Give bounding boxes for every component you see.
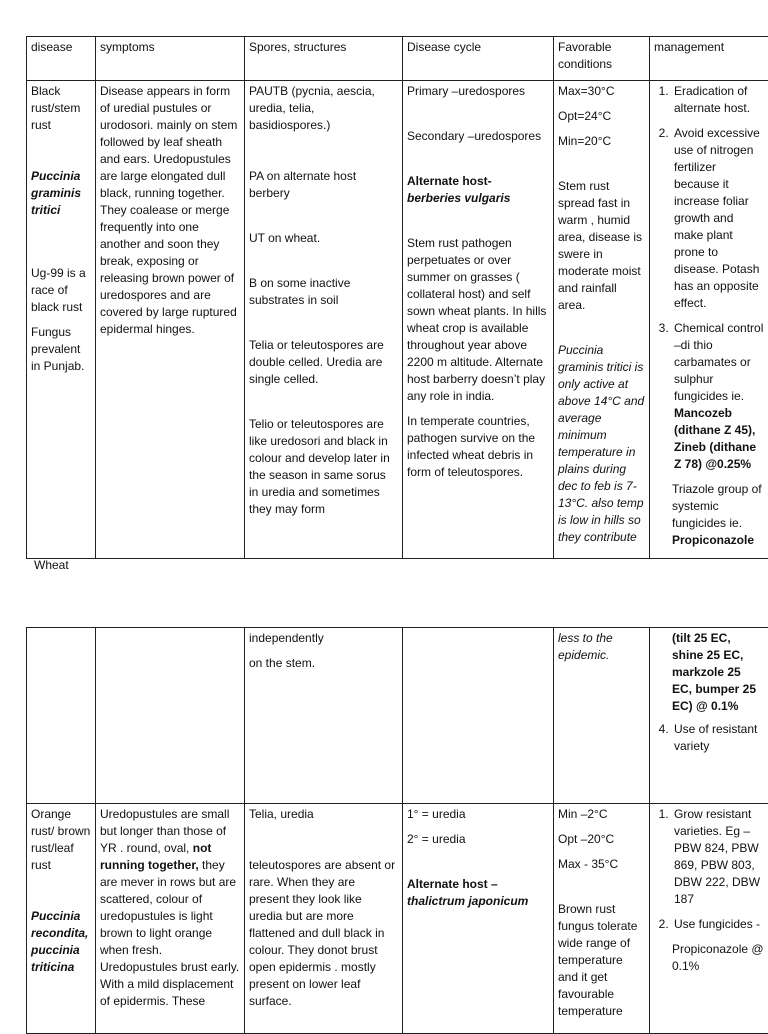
- header-disease-cycle: Disease cycle: [403, 37, 554, 81]
- orange-rust-alternate-host: [407, 876, 549, 910]
- header-management: management: [650, 37, 768, 81]
- black-rust-alt-host: berberies vulgaris: [407, 191, 510, 205]
- black-rust-cycle-cell: [403, 81, 554, 559]
- orange-rust-fav-min: Min –2°C: [558, 806, 645, 823]
- black-rust-spores-5: Telia or teleutospores are double celled. Uredia are single celled.: [249, 337, 398, 388]
- black-rust-spores-3: UT on wheat.: [249, 230, 398, 247]
- orange-rust-fav-text: Brown rust fungus tolerate wide range of temperature and it get favourable temperature: [558, 901, 645, 1020]
- orange-rust-fav-max: Max - 35°C: [558, 856, 645, 873]
- black-rust-cycle-secondary: Secondary –uredospores: [407, 128, 549, 145]
- black-rust-mgmt-propiconazole: Propiconazole: [672, 533, 754, 547]
- orange-rust-symptoms-a: Uredopustules are small but longer than those of YR . round, oval,: [100, 807, 229, 855]
- continued-cycle-cell: [403, 628, 554, 804]
- orange-rust-symptoms-bold: not running together,: [100, 841, 211, 872]
- orange-rust-pathogen: Puccinia recondita, puccinia triticina: [31, 908, 91, 976]
- continued-mgmt-4: 4. Use of resistant variety: [672, 721, 764, 755]
- continued-favorable-cell: [554, 628, 650, 804]
- continued-spores-b: on the stem.: [249, 655, 398, 672]
- black-rust-cycle-perpetuate: Stem rust pathogen perpetuates or over summer on grasses ( collateral host) and self sown wheat plants. In hills wheat crop is available throughout year above 2200 m altitude. Alternate host barberry doesn’t play any role in india.: [407, 235, 549, 405]
- orange-rust-spores-1: Telia, uredia: [249, 806, 398, 823]
- black-rust-disease-cell: [27, 81, 96, 559]
- black-rust-fav-max: Max=30°C: [558, 83, 645, 100]
- header-symptoms: symptoms: [96, 37, 245, 81]
- black-rust-symptoms: Disease appears in form of uredial pustules or urodosori. mainly on stem followed by leaf sheath and ears. Uredopustules are large elongated dull black, running together. They coalease or merge frequently into one another and soon they break, exposing or releasing brown power of uredospores and are covered by large ruptured epidermal hinges.: [96, 81, 245, 559]
- orange-rust-cycle-cell: [403, 804, 554, 1034]
- black-rust-pathogen: Puccinia graminis tritici: [31, 168, 91, 219]
- black-rust-ug99: Ug-99 is a race of black rust: [31, 265, 91, 316]
- orange-rust-spores-cell: [245, 804, 403, 1034]
- orange-rust-mgmt-1: 1. Grow resistant varieties. Eg – PBW 824, PBW 869, PBW 803, DBW 222, DBW 187: [672, 806, 764, 908]
- orange-rust-mgmt-2: 2. Use fungicides -: [672, 916, 764, 933]
- continued-management-cell: [650, 628, 768, 804]
- black-rust-management-cell: [650, 81, 768, 559]
- disease-table-part-2: [26, 627, 768, 1034]
- black-rust-name: Black rust/stem rust: [31, 83, 91, 134]
- table-caption: Wheat: [34, 558, 69, 572]
- black-rust-cycle-primary: Primary –uredospores: [407, 83, 549, 100]
- orange-rust-symptoms-cell: [96, 804, 245, 1034]
- continued-spores-cell: [245, 628, 403, 804]
- header-favorable-conditions: Favorable conditions: [554, 37, 650, 81]
- black-rust-alt-label: Alternate host-: [407, 174, 492, 188]
- header-disease: disease: [27, 37, 96, 81]
- black-rust-mgmt-triazole: [654, 481, 764, 549]
- black-rust-prevalent: Fungus prevalent in Punjab.: [31, 324, 91, 375]
- orange-rust-alt-label: Alternate host –: [407, 877, 498, 891]
- black-rust-fav-min: Min=20°C: [558, 133, 645, 150]
- black-rust-fav-opt: Opt=24°C: [558, 108, 645, 125]
- black-rust-row: [27, 81, 768, 559]
- black-rust-mgmt-1: 1. Eradication of alternate host.: [672, 83, 764, 117]
- black-rust-favorable-cell: [554, 81, 650, 559]
- continued-row: [27, 628, 768, 804]
- orange-rust-cycle-2: 2° = uredia: [407, 831, 549, 848]
- continued-mgmt-bold: (tilt 25 EC, shine 25 EC, markzole 25 EC, bumper 25 EC) @ 0.1%: [654, 630, 764, 715]
- black-rust-spores-2: PA on alternate host berbery: [249, 168, 398, 202]
- black-rust-spores-6: Telio or teleutospores are like uredosori and black in colour and develop later in the season in same sorus in uredia and sometimes they may form: [249, 416, 398, 518]
- continued-spores-a: independently: [249, 630, 398, 647]
- black-rust-fav-spread: Stem rust spread fast in warm , humid area, disease is swere in moderate moist and rainfall area.: [558, 178, 645, 314]
- black-rust-mgmt-2: 2. Avoid excessive use of nitrogen fertilizer because it increase foliar growth and make plant prone to disease. Potash has an opposite effect.: [672, 125, 764, 312]
- orange-rust-symptoms-b: they are mever in rows but are scattered, colour of uredopustules is light brown to light orange when fresh. Uredopustules brust early. With a mild displacement of epidermis. These: [100, 858, 239, 1008]
- continued-disease-cell: [27, 628, 96, 804]
- orange-rust-cycle-1: 1° = uredia: [407, 806, 549, 823]
- orange-rust-favorable-cell: [554, 804, 650, 1034]
- black-rust-mgmt-3: [672, 320, 764, 473]
- black-rust-cycle-temperate: In temperate countries, pathogen survive on the infected wheat debris in form of teleutospores.: [407, 413, 549, 481]
- orange-rust-name: Orange rust/ brown rust/leaf rust: [31, 806, 91, 874]
- orange-rust-mgmt-3: Propiconazole @ 0.1%: [654, 941, 764, 975]
- orange-rust-alt-host: thalictrum japonicum: [407, 894, 528, 908]
- black-rust-spores-cell: [245, 81, 403, 559]
- black-rust-alternate-host: [407, 173, 549, 207]
- black-rust-spores-1: PAUTB (pycnia, aescia, uredia, telia, basidiospores.): [249, 83, 398, 134]
- orange-rust-row: [27, 804, 768, 1034]
- black-rust-mgmt-3-bold: Mancozeb (dithane Z 45), Zineb (dithane Z 78) @0.25%: [674, 406, 756, 471]
- black-rust-spores-4: B on some inactive substrates in soil: [249, 275, 398, 309]
- disease-table-part-1: [26, 36, 768, 559]
- continued-fav: less to the epidemic.: [558, 630, 645, 664]
- orange-rust-fav-opt: Opt –20°C: [558, 831, 645, 848]
- black-rust-mgmt-3-text: Chemical control –di thio carbamates or sulphur fungicides ie.: [674, 321, 763, 403]
- continued-symptoms-cell: [96, 628, 245, 804]
- header-spores: Spores, structures: [245, 37, 403, 81]
- orange-rust-spores-2: teleutospores are absent or rare. When they are present they look like uredia but are more flattened and dull black in colour. They donot brust open epidermis . mostly present on lower leaf surface.: [249, 857, 398, 1010]
- black-rust-mgmt-triazole-text: Triazole group of systemic fungicides ie.: [672, 482, 762, 530]
- orange-rust-management-cell: [650, 804, 768, 1034]
- black-rust-fav-active: Puccinia graminis tritici is only active at above 14°C and average minimum temperature in plains during dec to feb is 7-13°C. also temp is low in hills so they contribute: [558, 342, 645, 546]
- orange-rust-disease-cell: [27, 804, 96, 1034]
- header-row: [27, 37, 768, 81]
